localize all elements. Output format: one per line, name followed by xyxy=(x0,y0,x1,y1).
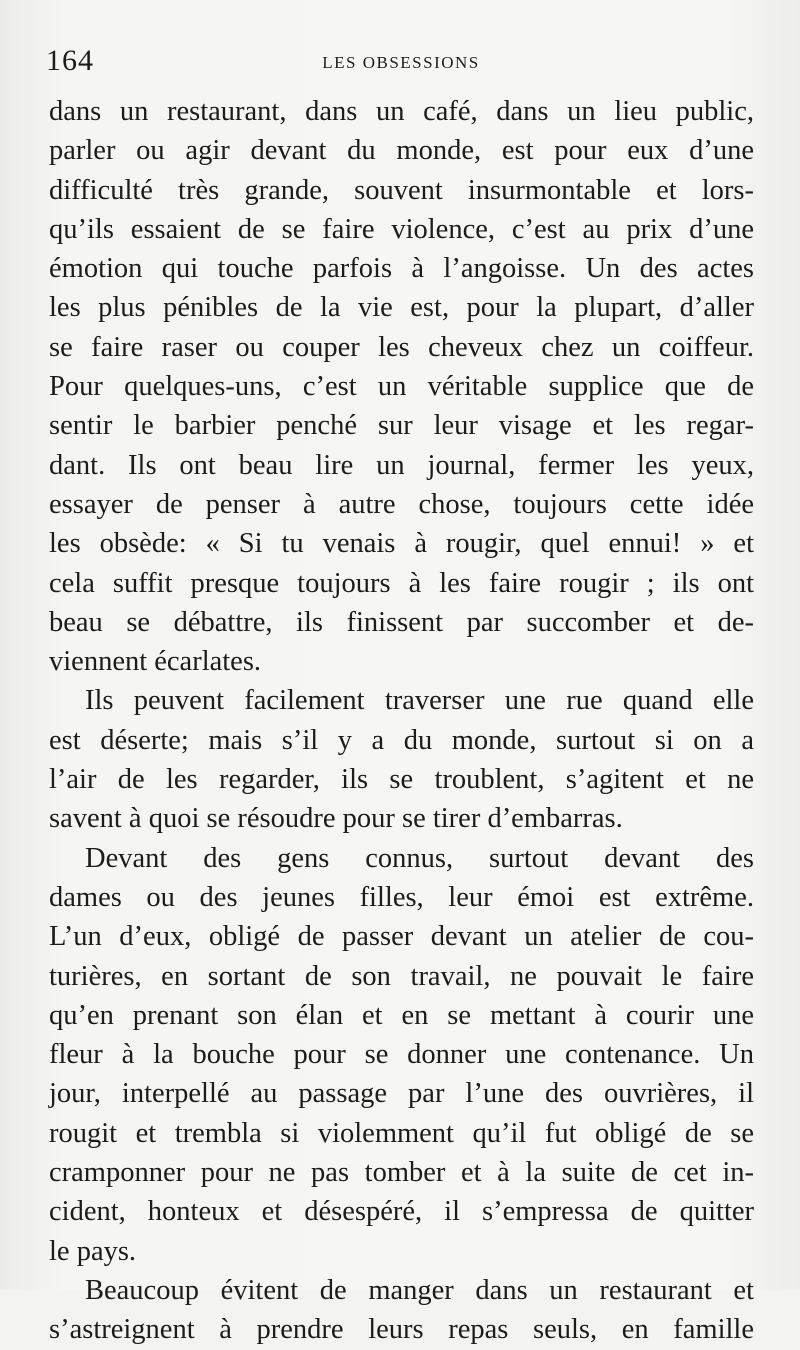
body-text xyxy=(49,92,754,1350)
text-line: Pour quelques-uns, c’est un véritable supplice que de xyxy=(49,371,754,403)
text-line: sentir le barbier penché sur leur visage et les regar- xyxy=(49,410,754,442)
text-line: Beaucoup évitent de manger dans un restaurant et xyxy=(85,1274,754,1306)
text-line: dans un restaurant, dans un café, dans un lieu public, xyxy=(49,96,754,127)
page-number: 164 xyxy=(46,44,94,77)
text-line: cramponner pour ne pas tomber et à la suite de cet in- xyxy=(49,1157,754,1189)
text-line: L’un d’eux, obligé de passer devant un atelier de cou- xyxy=(49,921,754,953)
text-line: qu’en prenant son élan et en se mettant à courir une xyxy=(49,999,754,1031)
text-line: jour, interpellé au passage par l’une des ouvrières, il xyxy=(49,1078,754,1110)
text-line: qu’ils essaient de se faire violence, c’est au prix d’une xyxy=(49,213,754,245)
text-line: émotion qui touche parfois à l’angoisse. Un des actes xyxy=(49,253,754,285)
text-line: savent à quoi se résoudre pour se tirer d’embarras. xyxy=(49,803,623,835)
text-line: beau se débattre, ils finissent par succomber et de- xyxy=(49,606,754,638)
text-line: se faire raser ou couper les cheveux chez un coiffeur. xyxy=(49,331,754,363)
text-line: turières, en sortant de son travail, ne pouvait le faire xyxy=(49,960,754,992)
text-line: essayer de penser à autre chose, toujours cette idée xyxy=(49,488,754,520)
text-line: dant. Ils ont beau lire un journal, fermer les yeux, xyxy=(49,449,754,481)
text-line: parler ou agir devant du monde, est pour eux d’une xyxy=(49,135,754,167)
text-line: est déserte; mais s’il y a du monde, surtout si on a xyxy=(49,724,754,756)
text-line: Devant des gens connus, surtout devant des xyxy=(85,842,754,874)
text-line: cident, honteux et désespéré, il s’empressa de quitter xyxy=(49,1196,754,1228)
page-header xyxy=(46,44,756,84)
text-line: rougit et trembla si violemment qu’il fut obligé de se xyxy=(49,1117,754,1149)
text-line: viennent écarlates. xyxy=(49,646,262,678)
running-head: LES OBSESSIONS xyxy=(322,53,480,72)
text-line: les plus pénibles de la vie est, pour la plupart, d’aller xyxy=(49,292,754,324)
text-line: dames ou des jeunes filles, leur émoi est extrême. xyxy=(49,881,754,913)
text-line: cela suffit presque toujours à les faire rougir ; ils ont xyxy=(49,567,754,599)
text-line: l’air de les regarder, ils se troublent, s’agitent et ne xyxy=(49,764,754,796)
text-line: fleur à la bouche pour se donner une contenance. Un xyxy=(49,1039,754,1071)
text-line: s’astreignent à prendre leurs repas seuls, en famille xyxy=(49,1314,754,1346)
text-line: difficulté très grande, souvent insurmontable et lors- xyxy=(49,174,754,206)
text-line: les obsède: « Si tu venais à rougir, quel ennui! » et xyxy=(49,528,754,560)
text-line: le pays. xyxy=(49,1235,137,1267)
text-line: Ils peuvent facilement traverser une rue quand elle xyxy=(85,685,754,717)
